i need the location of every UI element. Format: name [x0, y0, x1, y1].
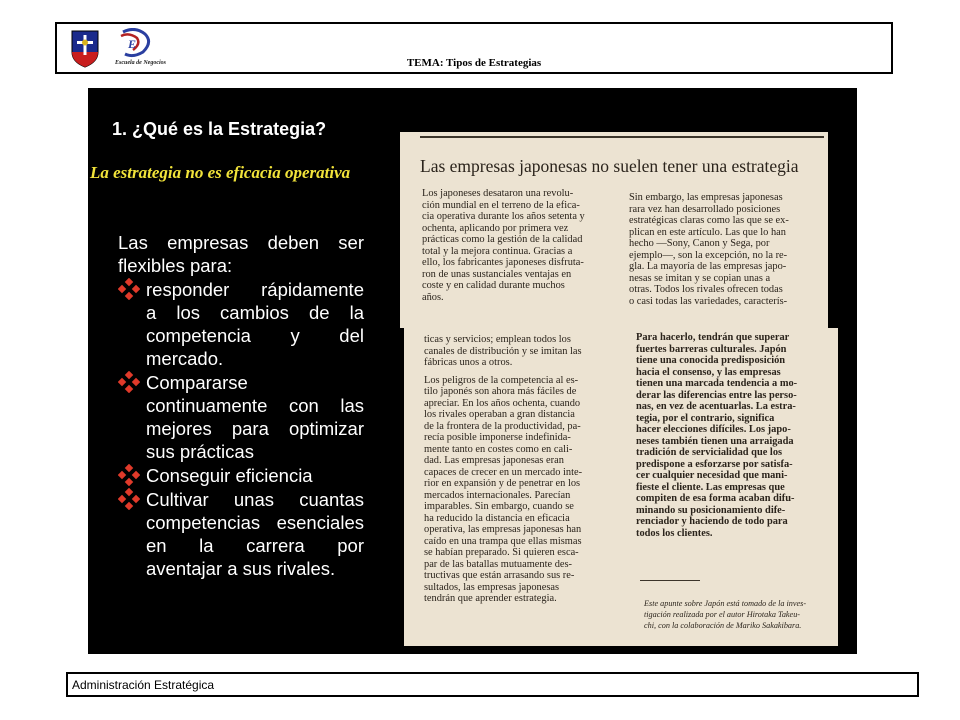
bullet-item: [118, 371, 364, 463]
clipping-line: mente tanto en costes como en cali-: [424, 443, 573, 455]
footnote-line: tigación realizada por el autor Hirotaka Takeu-: [644, 610, 801, 619]
page-header: [55, 22, 893, 74]
newspaper-clipping-bottom: [404, 328, 838, 646]
clipping-rule: [420, 136, 824, 138]
clipping-line: imparables. Sin embargo, cuando se: [424, 501, 574, 512]
diamond-bullet-icon: [118, 371, 140, 393]
page-footer: [66, 672, 919, 697]
logo-caption: Escuela de Negocios: [115, 60, 166, 66]
bullet-line: Compararse: [146, 372, 248, 393]
clipping-line: tiene una conocida predisposición: [636, 355, 786, 366]
clipping-line: nesas se imitan y se copian unas a: [629, 272, 771, 284]
slide-subheading: La estrategia no es eficacia operativa: [90, 163, 351, 182]
clipping-line: otras. Todos los rivales ofrecen todas: [629, 284, 783, 295]
bullet-line: mejores para optimizar: [146, 418, 364, 439]
bullet-line: responder rápidamente: [146, 279, 364, 300]
clipping-column-3: [424, 334, 582, 605]
clipping-line: gla. La mayoría de las empresas japo-: [629, 261, 787, 272]
clipping-line: fieste el cliente. Las empresas que: [636, 481, 785, 493]
clipping-line: prácticas como la gestión de la calidad: [422, 234, 583, 245]
bullet-line: en la carrera por: [146, 535, 364, 556]
clipping-line: canales de distribución y se imitan las: [424, 345, 582, 357]
clipping-line: tructivas que están arrasando sus re-: [424, 570, 575, 581]
clipping-line: todos los clientes.: [636, 527, 713, 539]
bullet-line: competencia y del: [146, 325, 364, 346]
clipping-footnote: [644, 598, 806, 631]
clipping-line: predispone a esforzarse por satisfa-: [636, 458, 793, 470]
clipping-line: operativa, las empresas japonesas han: [424, 524, 582, 535]
bullet-line: a los cambios de la: [146, 302, 364, 323]
bullet-item: [118, 464, 364, 487]
clipping-column-4: [636, 332, 797, 539]
clipping-line: tegia, por el contrario, significa: [636, 412, 775, 424]
bullet-line: sus prácticas: [146, 441, 254, 462]
clipping-column-1: [422, 188, 585, 303]
clipping-column-2: [629, 192, 789, 307]
clipping-line: plican en este artículo. Las que lo han: [629, 226, 786, 238]
clipping-line: total y la mejora continua. Gracias a: [422, 245, 573, 257]
clipping-line: ticas y servicios; emplean todos los: [424, 334, 571, 345]
clipping-line: rior en expansión y de penetrar en los: [424, 478, 581, 489]
clipping-line: tendrán que aprender estrategia.: [424, 593, 557, 604]
clipping-line: cia operativa durante los años setenta y: [422, 211, 585, 222]
clipping-line: renciador y haciendo de todo para: [636, 516, 788, 527]
clipping-line: coste y en calidad durante muchos: [422, 280, 565, 291]
clipping-line: capaces de crecer en un mercado inte-: [424, 466, 583, 478]
clipping-line: se habían preparado. Si quieren esca-: [424, 547, 579, 558]
clipping-line: hacer elecciones difíciles. Los japo-: [636, 424, 791, 435]
clipping-line: hacia el consenso, y las empresas: [636, 366, 781, 378]
clipping-line: hecho —Sony, Canon y Sega, por: [629, 238, 770, 249]
diamond-bullet-icon: [118, 488, 140, 510]
clipping-line: minando su posicionamiento dife-: [636, 504, 786, 516]
bullet-item: [118, 278, 364, 370]
footnote-line: Este apunte sobre Japón está tomado de la inves-: [644, 599, 807, 608]
clipping-line: caído en una trampa que ellas mismas: [424, 535, 582, 547]
clipping-line: estratégicas claras como las que se ex-: [629, 215, 789, 226]
intro-text: [118, 231, 364, 277]
clipping-line: neses también tienen una arraigada: [636, 435, 794, 447]
bullet-line: Conseguir eficiencia: [146, 465, 313, 486]
footer-text: Administración Estratégica: [72, 678, 215, 692]
clipping-line: Sin embargo, las empresas japonesas: [629, 192, 783, 203]
intro-line: Las empresas deben ser: [118, 232, 364, 253]
clipping-line: ejemplo—, son la excepción, no la re-: [629, 249, 788, 261]
newspaper-clipping-top: [400, 132, 828, 328]
clipping-line: apreciar. En los años ochenta, cuando: [424, 397, 581, 409]
clipping-line: ello, los fabricantes japoneses disfruta-: [422, 257, 584, 268]
clipping-line: cer cualquier necesidad que mani-: [636, 470, 788, 481]
footnote-line: chi, con la colaboración de Mariko Sakakibara.: [644, 621, 802, 630]
clipping-line: Para hacerlo, tendrán que superar: [636, 332, 790, 343]
clipping-line: años.: [422, 291, 444, 303]
clipping-line: ha reducido la distancia en eficacia: [424, 512, 570, 524]
clipping-line: de la frontera de la productividad, pa-: [424, 420, 581, 432]
svg-text:E: E: [128, 37, 137, 51]
slide-body: [118, 231, 364, 580]
diamond-bullet-icon: [118, 464, 140, 486]
clipping-line: par de las batallas mutuamente des-: [424, 558, 573, 570]
clipping-line: recía posible imponerse indefinida-: [424, 432, 571, 443]
clipping-line: fábricas unos a otros.: [424, 357, 513, 368]
clipping-line: dad. Las empresas japonesas eran: [424, 455, 564, 466]
clipping-line: derar las diferencias entre las perso-: [636, 389, 797, 401]
clipping-line: ochenta, aplicando por primera vez: [422, 222, 569, 234]
clipping-line: Los japoneses desataron una revolu-: [422, 188, 574, 199]
clipping-line: nas, en vez de acentuarlas. La estra-: [636, 401, 796, 412]
page-title: TEMA: Tipos de Estrategias: [406, 57, 542, 69]
clipping-headline: Las empresas japonesas no suelen tener una estrategia: [420, 156, 799, 176]
bullet-item: [118, 488, 364, 580]
bullet-line: continuamente con las: [146, 395, 364, 416]
clipping-line: mercados internacionales. Parecían: [424, 489, 571, 501]
clipping-line: tilo japonés son ahora más fáciles de: [424, 386, 577, 397]
bullet-line: Cultivar unas cuantas: [146, 489, 364, 510]
bullet-line: mercado.: [146, 348, 224, 369]
bullet-line: aventajar a sus rivales.: [146, 558, 336, 579]
clipping-line: rara vez han desarrollado posiciones: [629, 203, 781, 215]
clipping-line: tradición de servicialidad que los: [636, 447, 783, 458]
clipping-line: Los peligros de la competencia al es-: [424, 374, 579, 386]
clipping-line: los rivales operaban a gran distancia: [424, 409, 575, 420]
clipping-line: fuertes barreras culturales. Japón: [636, 343, 787, 355]
clipping-line: compiten de esa forma acaban difu-: [636, 493, 795, 504]
clipping-line: o casi todas las variedades, caracterís-: [629, 295, 788, 307]
clipping-line: sultados, las empresas japonesas: [424, 581, 560, 593]
note-rule: [640, 580, 700, 581]
clipping-line: ron de unas sustanciales ventajas en: [422, 268, 572, 280]
clipping-line: ción mundial en el terreno de la efica-: [422, 199, 580, 211]
bullet-line: competencias esenciales: [146, 512, 364, 533]
slide-heading: 1. ¿Qué es la Estrategia?: [112, 119, 327, 139]
diamond-bullet-icon: [118, 278, 140, 300]
intro-line: flexibles para:: [118, 255, 233, 276]
clipping-line: tienen una marcada tendencia a mo-: [636, 378, 798, 389]
